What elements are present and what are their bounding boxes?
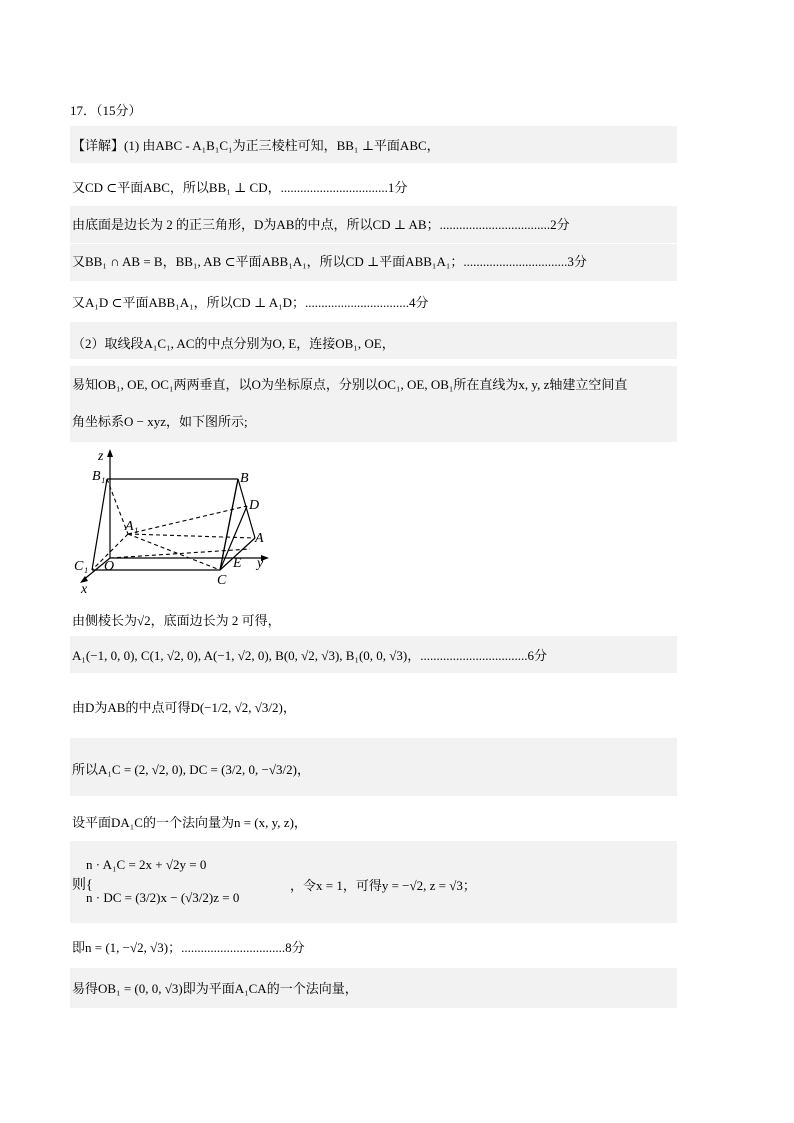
- point-label-B1: B₁: [92, 469, 106, 484]
- point-label-B: B: [240, 471, 249, 486]
- point-label-C: C: [217, 573, 227, 588]
- axis-label-z: z: [98, 449, 104, 464]
- point-label-O: O: [104, 559, 115, 574]
- point-label-A1: A₁: [125, 519, 139, 534]
- axis-label-x: x: [81, 582, 88, 594]
- point-label-A: A: [255, 531, 264, 546]
- solution-line: 设平面DA₁C的一个法向量为n = (x, y, z)，: [72, 815, 307, 830]
- solution-line: 又A₁D ⊂平面ABB₁A₁，所以CD ⊥ A₁D；................................4分: [72, 295, 429, 310]
- solution-line: 即n = (1, −√2, √3)；................................8分: [72, 940, 305, 955]
- point-label-E: E: [233, 556, 242, 571]
- solution-line: 易得OB₁ = (0, 0, √3)即为平面A₁CA的一个法向量，: [72, 981, 358, 996]
- point-label-C1: C₁: [74, 559, 89, 574]
- solution-line: 由D为AB的中点可得D(−1/2, √2, √3/2)，: [72, 700, 296, 715]
- equation-brace: 则{: [72, 878, 93, 893]
- solution-line: 【详解】(1) 由ABC - A₁B₁C₁为正三棱柱可知，BB₁ ⊥平面ABC，: [72, 138, 440, 153]
- solution-line: （2）取线段A₁C₁, AC的中点分别为O, E，连接OB₁, OE，: [72, 336, 395, 351]
- axis-label-y: y: [257, 556, 264, 571]
- solution-line: ，令x = 1，可得y = −√2, z = √3；: [290, 878, 476, 893]
- equation-line: n · DC = (3/2)x − (√3/2)z = 0: [86, 890, 240, 905]
- question-number: 17．（15分）: [70, 103, 142, 118]
- equation-line: n · A₁C = 2x + √2y = 0: [86, 857, 207, 872]
- solution-line: 又BB₁ ∩ AB = B，BB₁, AB ⊂平面ABB₁A₁，所以CD ⊥平面ABB₁A₁；................................3分: [72, 254, 587, 269]
- solution-line: 所以A₁C = (2, √2, 0), DC = (3/2, 0, −√3/2)，: [72, 762, 310, 777]
- solution-line: A₁(−1, 0, 0), C(1, √2, 0), A(−1, √2, 0), B(0, √2, √3), B₁(0, 0, √3)，.................................6分: [72, 648, 548, 663]
- solution-line: 由侧棱长为√2，底面边长为 2 可得，: [72, 613, 281, 628]
- solution-line: 又CD ⊂平面ABC，所以BB₁ ⊥ CD，.................................1分: [72, 180, 408, 195]
- prism-figure: [70, 446, 270, 594]
- solution-line: 由底面是边长为 2 的正三角形，D为AB的中点，所以CD ⊥ AB；..................................2分: [72, 217, 570, 232]
- solution-line: 易知OB₁, OE, OC₁两两垂直，以O为坐标原点，分别以OC₁, OE, OB₁所在直线为x, y, z轴建立空间直: [72, 377, 628, 392]
- point-label-D: D: [249, 498, 260, 513]
- solution-line: 角坐标系O − xyz，如下图所示;: [72, 414, 248, 429]
